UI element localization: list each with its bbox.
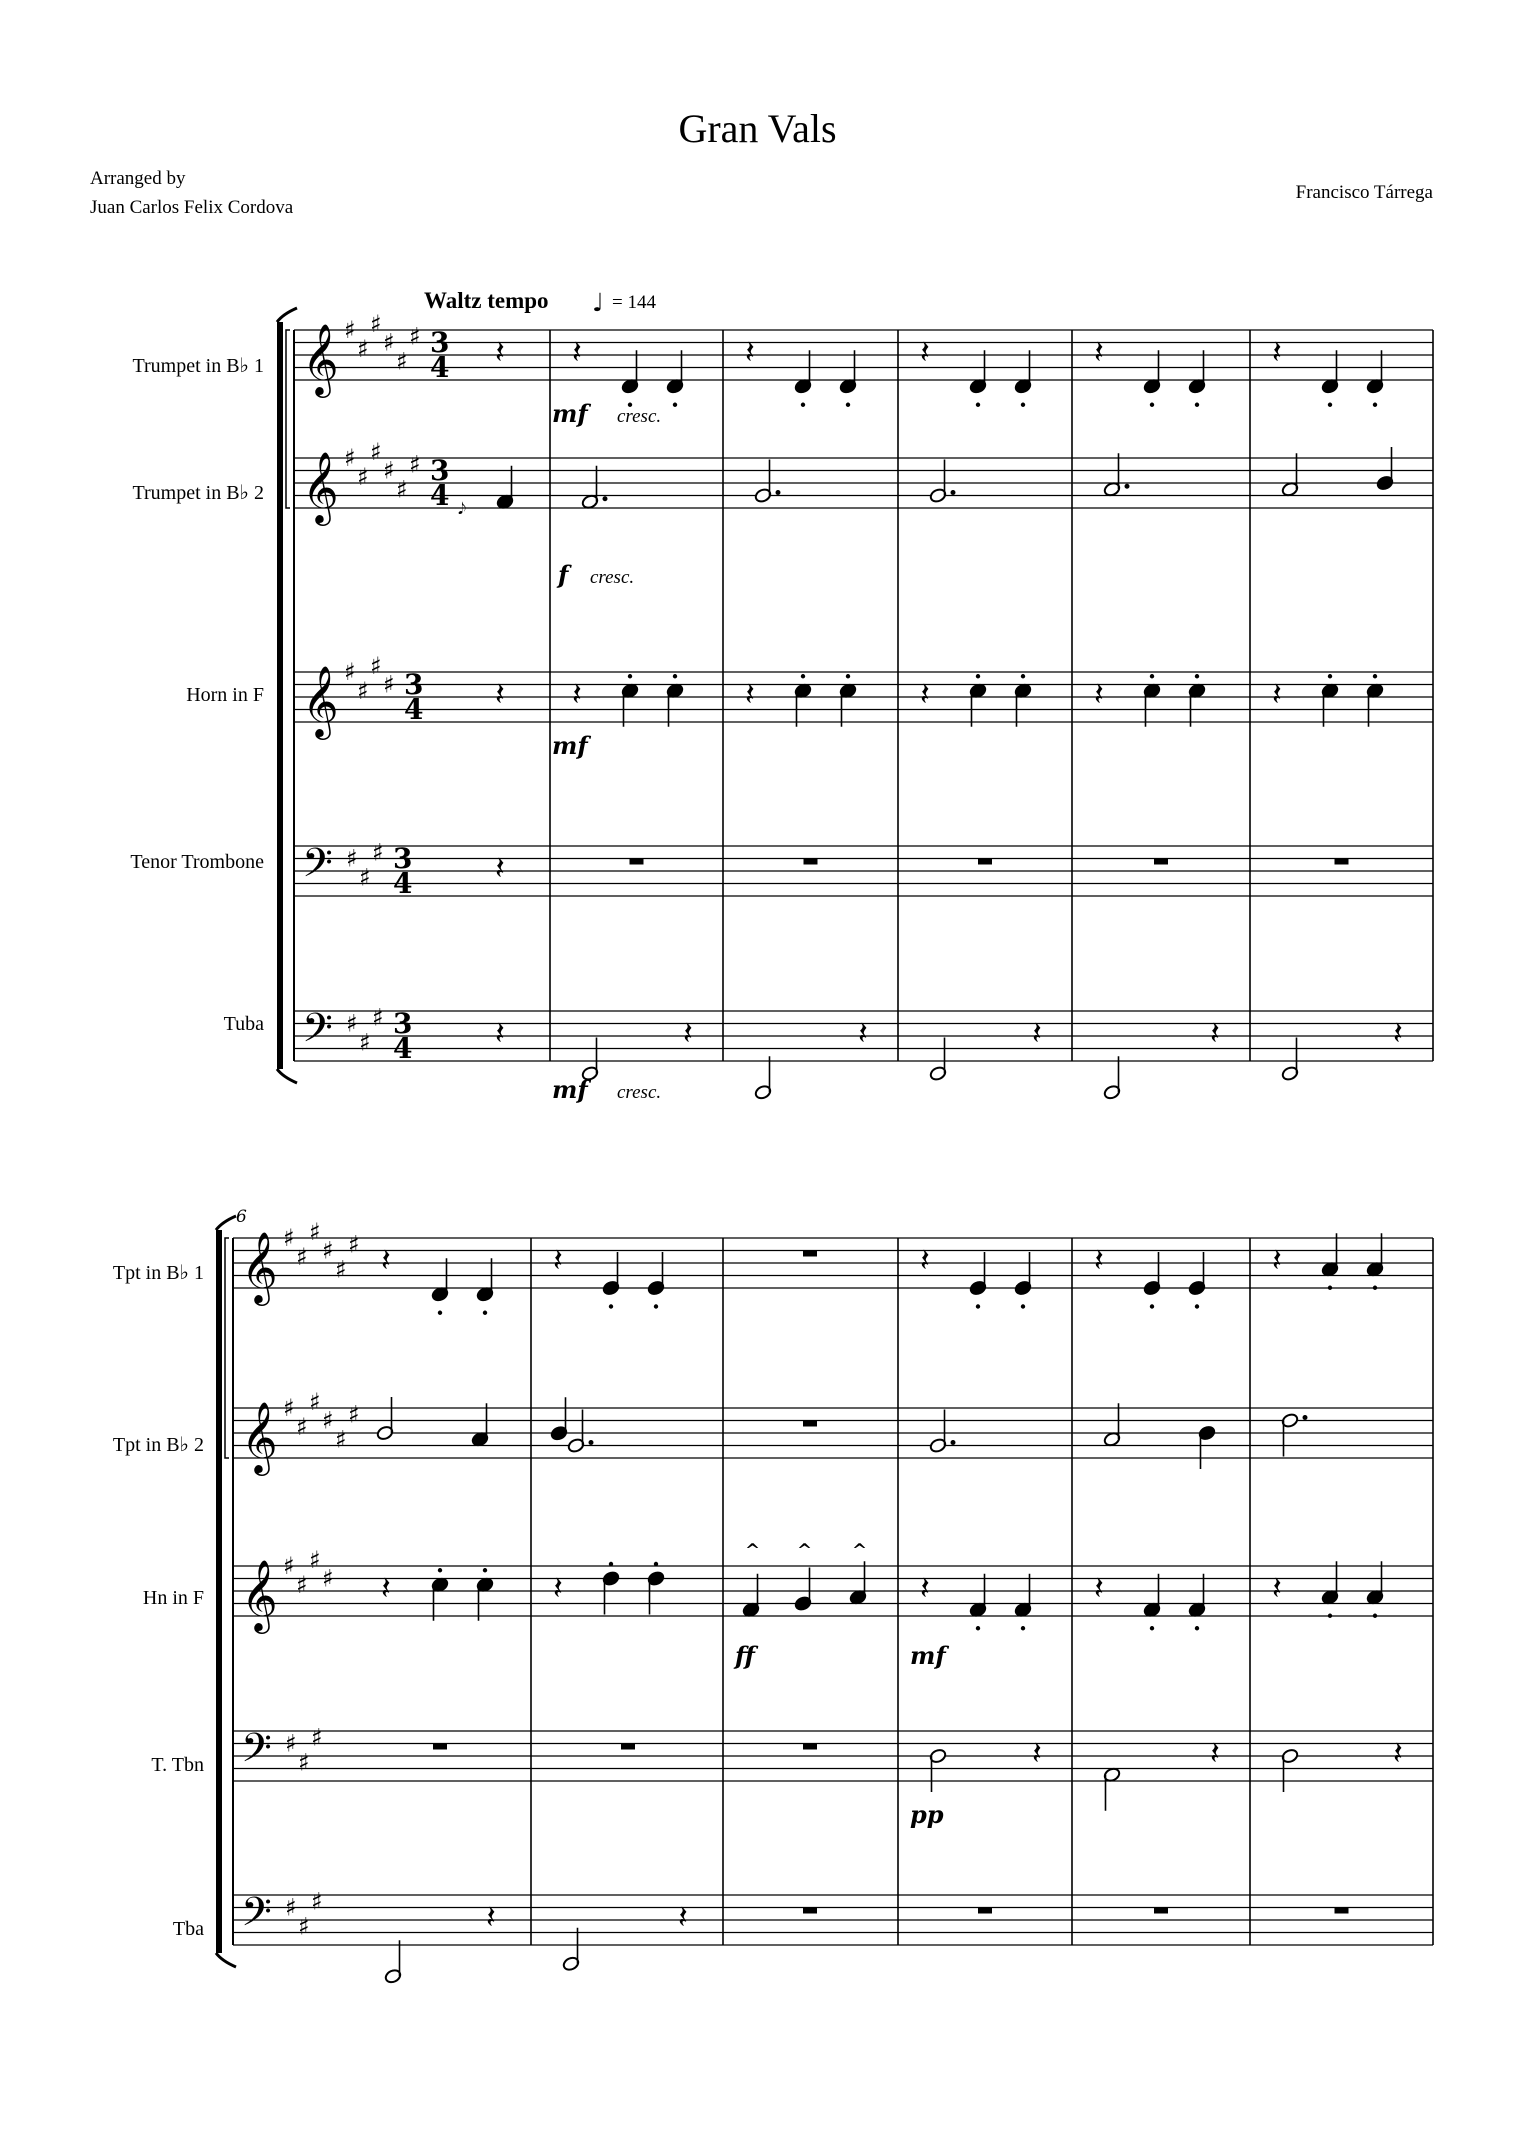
whole-rest-icon xyxy=(621,1744,635,1750)
time-signature-top: 3 xyxy=(404,668,424,701)
horn-note xyxy=(431,1568,449,1621)
bracket-hook xyxy=(277,308,297,322)
staccato-dot xyxy=(801,403,805,407)
treble-clef-icon: 𝄞 xyxy=(241,1400,278,1473)
key-sharp-icon: ♯ xyxy=(335,1425,347,1454)
trumpet1-note xyxy=(621,350,639,407)
key-sharp-icon: ♯ xyxy=(298,1912,310,1941)
key-sharp-icon: ♯ xyxy=(298,1748,310,1777)
instrument-name-trumpet-2-short: Tpt in B♭ 2 xyxy=(112,1434,204,1456)
tuba-note xyxy=(1103,1056,1121,1100)
composer-name: Francisco Tárrega xyxy=(1295,182,1433,203)
trumpet2-note xyxy=(754,460,781,504)
instrument-name-trombone-short: T. Tbn xyxy=(151,1754,204,1776)
key-sharp-icon: ♯ xyxy=(370,651,382,680)
quarter-rest-icon: 𝄽 xyxy=(1032,1014,1042,1052)
horn-note xyxy=(1188,674,1206,727)
treble-clef-icon: 𝄞 xyxy=(241,1558,278,1631)
treble-clef-icon: 𝄞 xyxy=(241,1230,278,1303)
trumpet2-note xyxy=(1103,1403,1121,1447)
key-sharp-icon: ♯ xyxy=(370,309,382,338)
arranger-name: Juan Carlos Felix Cordova xyxy=(90,197,294,218)
trombone-note xyxy=(1103,1767,1121,1811)
trumpet1-note xyxy=(969,1252,987,1309)
quarter-rest-icon: 𝄽 xyxy=(1210,1734,1220,1772)
bracket-hook xyxy=(277,1069,297,1083)
horn-note xyxy=(794,674,812,727)
key-sharp-icon: ♯ xyxy=(409,322,421,351)
horn-note xyxy=(969,1574,987,1631)
trumpet2-note xyxy=(471,1403,489,1447)
staccato-dot xyxy=(976,403,980,407)
staccato-dot xyxy=(1373,674,1377,678)
trumpet2-note xyxy=(581,466,608,510)
horn-note xyxy=(1014,674,1032,727)
quarter-rest-icon: 𝄽 xyxy=(572,675,582,713)
tempo-marking: Waltz tempo xyxy=(424,288,549,313)
key-sharp-icon: ♯ xyxy=(359,1028,371,1057)
treble-clef-icon: 𝄞 xyxy=(302,664,339,737)
key-sharp-icon: ♯ xyxy=(311,1887,323,1916)
horn-note xyxy=(666,674,684,727)
staccato-dot xyxy=(1328,1614,1332,1618)
staccato-dot xyxy=(1021,1304,1025,1308)
quarter-rest-icon: 𝄽 xyxy=(1094,1569,1104,1607)
horn-note xyxy=(794,1568,812,1612)
staccato-dot xyxy=(438,1311,442,1315)
trumpet1-note xyxy=(1188,350,1206,407)
staccato-dot xyxy=(976,1626,980,1630)
key-sharp-icon: ♯ xyxy=(309,1387,321,1416)
staccato-dot xyxy=(628,674,632,678)
instrument-name-trumpet-2: Trumpet in B♭ 2 xyxy=(132,482,264,504)
dynamic-marking: mf xyxy=(552,1075,588,1104)
quarter-rest-icon: 𝄽 xyxy=(920,675,930,713)
staccato-dot xyxy=(846,403,850,407)
staccato-dot xyxy=(976,1304,980,1308)
quarter-rest-icon: 𝄽 xyxy=(1094,333,1104,371)
quarter-rest-icon: 𝄽 xyxy=(745,333,755,371)
time-signature-bottom: 4 xyxy=(430,351,450,384)
staccato-dot xyxy=(1195,1304,1199,1308)
whole-rest-icon xyxy=(630,859,644,865)
horn-note xyxy=(1321,674,1339,727)
score-title: Gran Vals xyxy=(678,106,837,151)
trumpet1-note xyxy=(1321,350,1339,407)
trumpet2-note xyxy=(376,1397,394,1441)
whole-rest-icon xyxy=(803,1421,817,1427)
trumpet2-note xyxy=(567,1410,594,1454)
whole-rest-icon xyxy=(978,1908,992,1914)
bass-clef-icon: 𝄢 xyxy=(302,1005,333,1061)
key-sharp-icon: ♯ xyxy=(344,316,356,344)
quarter-rest-icon: 𝄽 xyxy=(381,1569,391,1607)
time-signature-top: 3 xyxy=(430,454,450,487)
key-sharp-icon: ♯ xyxy=(344,444,356,472)
staccato-dot xyxy=(1373,1286,1377,1290)
horn-note xyxy=(647,1562,665,1615)
horn-note xyxy=(849,1561,867,1605)
key-sharp-icon: ♯ xyxy=(283,1552,295,1580)
trumpet2-note xyxy=(1281,453,1299,497)
horn-note xyxy=(602,1562,620,1615)
staccato-dot xyxy=(609,1304,613,1308)
instrument-name-tuba: Tuba xyxy=(223,1013,264,1035)
trumpet-group-bracket xyxy=(286,330,290,508)
instrument-name-trombone: Tenor Trombone xyxy=(130,851,264,873)
trumpet2-note xyxy=(929,460,956,504)
quarter-rest-icon: 𝄽 xyxy=(1272,1569,1282,1607)
instrument-name-horn: Horn in F xyxy=(186,684,264,706)
whole-rest-icon xyxy=(1154,1908,1168,1914)
tempo-value: = 144 xyxy=(612,292,656,313)
dynamic-marking: pp xyxy=(910,1800,944,1829)
key-sharp-icon: ♯ xyxy=(322,1564,334,1593)
marcato-accent: ^ xyxy=(745,1540,761,1561)
key-sharp-icon: ♯ xyxy=(346,844,358,873)
trumpet2-note xyxy=(1281,1412,1308,1456)
tuba-note xyxy=(1281,1038,1299,1082)
staccato-dot xyxy=(976,674,980,678)
augmentation-dot xyxy=(1125,484,1130,489)
staccato-dot xyxy=(1328,1286,1332,1290)
key-sharp-icon: ♯ xyxy=(372,1003,384,1032)
horn-note xyxy=(1321,1561,1339,1618)
time-signature-top: 3 xyxy=(430,326,450,359)
horn-note xyxy=(742,1574,760,1618)
quarter-rest-icon: 𝄽 xyxy=(1032,1734,1042,1772)
staccato-dot xyxy=(1195,403,1199,407)
staccato-dot xyxy=(1373,1614,1377,1618)
trumpet1-note xyxy=(431,1258,449,1315)
time-signature-bottom: 4 xyxy=(404,693,424,726)
quarter-rest-icon: 𝄽 xyxy=(920,1241,930,1279)
staccato-dot xyxy=(654,1562,658,1566)
staccato-dot xyxy=(1150,674,1154,678)
staccato-dot xyxy=(438,1568,442,1572)
arranger-label: Arranged by xyxy=(90,168,186,189)
key-sharp-icon: ♯ xyxy=(383,456,395,485)
key-sharp-icon: ♯ xyxy=(285,1729,297,1758)
trumpet1-note xyxy=(647,1252,665,1309)
staccato-dot xyxy=(1195,674,1199,678)
key-sharp-icon: ♯ xyxy=(322,1236,334,1265)
system-bracket xyxy=(216,1230,222,1953)
staccato-dot xyxy=(609,1562,613,1566)
key-sharp-icon: ♯ xyxy=(372,838,384,867)
staccato-dot xyxy=(846,674,850,678)
quarter-rest-icon: 𝄽 xyxy=(1094,675,1104,713)
key-sharp-icon: ♯ xyxy=(344,658,356,686)
quarter-rest-icon: 𝄽 xyxy=(381,1241,391,1279)
crescendo-text: cresc. xyxy=(617,1082,662,1103)
tuba-note xyxy=(929,1038,947,1082)
grace-note-icon: 𝅘𝅥𝅮 xyxy=(458,499,467,518)
crescendo-text: cresc. xyxy=(617,406,662,427)
staccato-dot xyxy=(1021,674,1025,678)
key-sharp-icon: ♯ xyxy=(346,1009,358,1038)
dynamic-marking: mf xyxy=(552,731,588,760)
quarter-rest-icon: 𝄽 xyxy=(920,333,930,371)
quarter-rest-icon: 𝄽 xyxy=(486,1898,496,1936)
key-sharp-icon: ♯ xyxy=(357,334,369,363)
key-sharp-icon: ♯ xyxy=(409,450,421,479)
grace-note xyxy=(550,1397,568,1441)
staccato-dot xyxy=(483,1568,487,1572)
trumpet1-note xyxy=(794,350,812,407)
instrument-name-trumpet-1-short: Tpt in B♭ 1 xyxy=(112,1262,204,1284)
treble-clef-icon: 𝄞 xyxy=(302,450,339,523)
key-sharp-icon: ♯ xyxy=(311,1723,323,1752)
key-sharp-icon: ♯ xyxy=(396,347,408,376)
bass-clef-icon: 𝄢 xyxy=(241,1725,272,1781)
whole-rest-icon xyxy=(803,1744,817,1750)
trumpet1-note xyxy=(476,1258,494,1315)
horn-note xyxy=(1366,1561,1384,1618)
trombone-note xyxy=(1281,1748,1299,1792)
staccato-dot xyxy=(654,1304,658,1308)
trumpet1-note xyxy=(666,350,684,407)
horn-note xyxy=(1143,674,1161,727)
quarter-rest-icon: 𝄽 xyxy=(553,1569,563,1607)
trumpet1-note xyxy=(1366,1233,1384,1290)
horn-note xyxy=(1143,1574,1161,1631)
quarter-rest-icon: 𝄽 xyxy=(1094,1241,1104,1279)
key-sharp-icon: ♯ xyxy=(283,1224,295,1252)
staccato-dot xyxy=(1021,1626,1025,1630)
quarter-rest-icon: 𝄽 xyxy=(495,675,505,713)
key-sharp-icon: ♯ xyxy=(322,1406,334,1435)
quarter-rest-icon: 𝄽 xyxy=(1393,1734,1403,1772)
horn-note xyxy=(839,674,857,727)
dynamic-marking: mf xyxy=(910,1641,946,1670)
quarter-rest-icon: 𝄽 xyxy=(495,1014,505,1052)
whole-rest-icon xyxy=(1335,1908,1349,1914)
trumpet2-note xyxy=(1376,447,1394,491)
trumpet2-note xyxy=(929,1410,956,1454)
quarter-rest-icon: 𝄽 xyxy=(1272,333,1282,371)
instrument-name-horn-short: Hn in F xyxy=(142,1587,204,1609)
quarter-rest-icon: 𝄽 xyxy=(495,333,505,371)
quarter-rest-icon: 𝄽 xyxy=(858,1014,868,1052)
augmentation-dot xyxy=(603,496,608,501)
quarter-rest-icon: 𝄽 xyxy=(920,1569,930,1607)
key-sharp-icon: ♯ xyxy=(296,1242,308,1271)
trumpet2-note xyxy=(1198,1425,1216,1469)
augmentation-dot xyxy=(589,1440,594,1445)
trumpet1-note xyxy=(602,1252,620,1309)
system-bracket xyxy=(277,322,283,1069)
time-signature-bottom: 4 xyxy=(430,479,450,512)
trumpet1-note xyxy=(1321,1233,1339,1290)
trumpet1-note xyxy=(839,350,857,407)
augmentation-dot xyxy=(1303,1415,1308,1420)
quarter-note-icon: ♩ xyxy=(592,288,604,317)
whole-rest-icon xyxy=(1335,859,1349,865)
key-sharp-icon: ♯ xyxy=(348,1230,360,1259)
whole-rest-icon xyxy=(978,859,992,865)
key-sharp-icon: ♯ xyxy=(383,670,395,699)
key-sharp-icon: ♯ xyxy=(370,437,382,466)
key-sharp-icon: ♯ xyxy=(283,1394,295,1422)
bracket-hook xyxy=(216,1216,236,1230)
staccato-dot xyxy=(1021,403,1025,407)
time-signature-top: 3 xyxy=(393,842,413,875)
measure-number: 6 xyxy=(236,1207,247,1227)
horn-note xyxy=(621,674,639,727)
key-sharp-icon: ♯ xyxy=(309,1217,321,1246)
key-sharp-icon: ♯ xyxy=(357,462,369,491)
quarter-rest-icon: 𝄽 xyxy=(678,1898,688,1936)
trumpet1-note xyxy=(1366,350,1384,407)
key-sharp-icon: ♯ xyxy=(348,1400,360,1429)
trumpet1-note xyxy=(1014,1252,1032,1309)
trumpet1-note xyxy=(1188,1252,1206,1309)
horn-note xyxy=(1014,1574,1032,1631)
whole-rest-icon xyxy=(433,1744,447,1750)
trumpet1-note xyxy=(969,350,987,407)
staccato-dot xyxy=(483,1311,487,1315)
key-sharp-icon: ♯ xyxy=(359,863,371,892)
dynamic-marking: mf xyxy=(552,399,588,428)
staccato-dot xyxy=(673,403,677,407)
staccato-dot xyxy=(801,674,805,678)
key-sharp-icon: ♯ xyxy=(383,328,395,357)
whole-rest-icon xyxy=(804,859,818,865)
quarter-rest-icon: 𝄽 xyxy=(553,1241,563,1279)
staccato-dot xyxy=(1150,403,1154,407)
key-sharp-icon: ♯ xyxy=(285,1893,297,1922)
staccato-dot xyxy=(1328,674,1332,678)
trumpet2-pickup-note xyxy=(496,466,514,510)
horn-note xyxy=(1366,674,1384,727)
instrument-name-tuba-short: Tba xyxy=(172,1918,204,1940)
staccato-dot xyxy=(1195,1626,1199,1630)
quarter-rest-icon: 𝄽 xyxy=(1272,1241,1282,1279)
horn-note xyxy=(1188,1574,1206,1631)
key-sharp-icon: ♯ xyxy=(296,1570,308,1599)
trumpet1-note xyxy=(1143,350,1161,407)
quarter-rest-icon: 𝄽 xyxy=(745,675,755,713)
augmentation-dot xyxy=(951,490,956,495)
time-signature-bottom: 4 xyxy=(393,1032,413,1065)
trombone-note xyxy=(929,1748,947,1792)
marcato-accent: ^ xyxy=(797,1540,813,1561)
trumpet1-note xyxy=(1014,350,1032,407)
trumpet2-note xyxy=(1103,453,1130,497)
quarter-rest-icon: 𝄽 xyxy=(572,333,582,371)
whole-rest-icon xyxy=(803,1251,817,1257)
tuba-note xyxy=(562,1928,580,1972)
trumpet1-note xyxy=(1143,1252,1161,1309)
crescendo-text: cresc. xyxy=(590,567,635,588)
dynamic-marking: f xyxy=(558,560,569,589)
key-sharp-icon: ♯ xyxy=(335,1255,347,1284)
key-sharp-icon: ♯ xyxy=(357,676,369,705)
tuba-note xyxy=(754,1056,772,1100)
quarter-rest-icon: 𝄽 xyxy=(1210,1014,1220,1052)
dynamic-marking: ff xyxy=(735,1641,755,1670)
whole-rest-icon xyxy=(1154,859,1168,865)
bracket-hook xyxy=(216,1953,236,1967)
bass-clef-icon: 𝄢 xyxy=(302,840,333,896)
time-signature-bottom: 4 xyxy=(393,867,413,900)
augmentation-dot xyxy=(776,490,781,495)
whole-rest-icon xyxy=(803,1908,817,1914)
bass-clef-icon: 𝄢 xyxy=(241,1889,272,1945)
quarter-rest-icon: 𝄽 xyxy=(1272,675,1282,713)
horn-note xyxy=(969,674,987,727)
key-sharp-icon: ♯ xyxy=(296,1412,308,1441)
staccato-dot xyxy=(1150,1304,1154,1308)
quarter-rest-icon: 𝄽 xyxy=(1393,1014,1403,1052)
key-sharp-icon: ♯ xyxy=(309,1545,321,1574)
time-signature-top: 3 xyxy=(393,1007,413,1040)
quarter-rest-icon: 𝄽 xyxy=(495,849,505,887)
instrument-name-trumpet-1: Trumpet in B♭ 1 xyxy=(132,355,264,377)
trumpet-group-bracket xyxy=(225,1238,229,1458)
staccato-dot xyxy=(1150,1626,1154,1630)
staccato-dot xyxy=(673,674,677,678)
treble-clef-icon: 𝄞 xyxy=(302,322,339,395)
horn-note xyxy=(476,1568,494,1621)
key-sharp-icon: ♯ xyxy=(396,475,408,504)
staccato-dot xyxy=(1373,403,1377,407)
quarter-rest-icon: 𝄽 xyxy=(683,1014,693,1052)
augmentation-dot xyxy=(951,1440,956,1445)
staccato-dot xyxy=(1328,403,1332,407)
tuba-note xyxy=(384,1940,402,1984)
marcato-accent: ^ xyxy=(852,1540,868,1561)
